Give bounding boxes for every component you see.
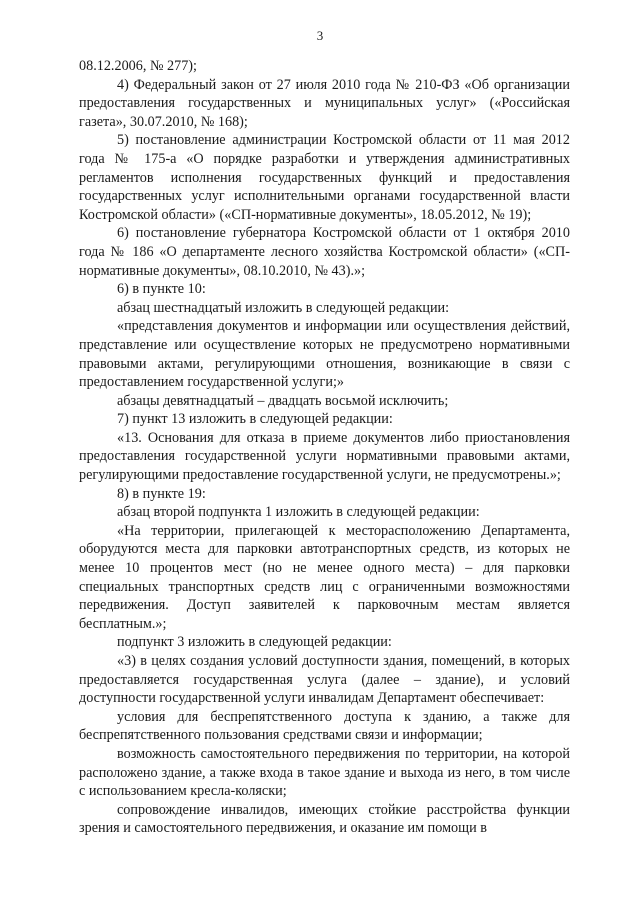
paragraph-sixteenth-abzac: абзац шестнадцатый изложить в следующей редакции: — [117, 299, 450, 316]
paragraph-amend-point-19: 8) в пункте 19: — [117, 485, 206, 502]
paragraph-second-abzac: абзац второй подпункта 1 изложить в следующей редакции: — [117, 504, 480, 521]
paragraph-quote-documents: «представления документов и информации или осуществления действий, представление или осуществление которых не предусмотрено нормативными правовыми актами, регулирующими отношения, возникающие в связи с предоставлением государственной услуги;» — [79, 318, 570, 391]
paragraph-item-5-resolution: 5) постановление администрации Костромской области от 11 мая 2012 года № 175-а «О порядке разработки и утверждения административных регламентов исполнения государственных функций и предоставления государственных услуг исполнительными органами государственной власти Костромской области» («СП-нормативные документы», 18.05.2012, № 19); — [79, 132, 570, 223]
paragraph-continuation: 08.12.2006, № 277); — [79, 58, 197, 74]
paragraph-access-conditions: условия для беспрепятственного доступа к зданию, а также для беспрепятственного пользования средствами связи и информации; — [79, 708, 570, 744]
paragraph-quote-parking: «На территории, прилегающей к месторасположению Департамента, оборудуются места для парковки автотранспортных средств, из которых не менее 10 процентов мест (но не менее одного места) – для парковки специальных транспортных средств лиц с ограниченными возможностями передвижения. Доступ заявителей к парковочным местам является бесплатным.»; — [79, 522, 570, 632]
paragraph-item-6-governor-resolution: 6) постановление губернатора Костромской области от 1 октября 2010 года № 186 «О департаменте лесного хозяйства Костромской области» («СП-нормативные документы», 08.10.2010, № 43).»; — [79, 225, 570, 279]
paragraph-amend-point-10: 6) в пункте 10: — [117, 281, 206, 298]
paragraph-escort-disabled: сопровождение инвалидов, имеющих стойкие расстройства функции зрения и самостоятельного передвижения, и оказание им помощи в — [79, 801, 570, 837]
paragraph-quote-accessibility: «3) в целях создания условий доступности здания, помещений, в которых предоставляется государственная услуга (далее – здание), и условий доступности государственной услуги инвалидам Департамент обеспечивает: — [79, 653, 570, 707]
document-body — [79, 57, 570, 838]
paragraph-amend-point-13: 7) пункт 13 изложить в следующей редакции: — [117, 411, 393, 428]
paragraph-movement-possibility: возможность самостоятельного передвижения по территории, на которой расположено здание, а также входа в такое здание и выхода из него, в том числе с использованием кресла-коляски; — [79, 745, 570, 800]
paragraph-item-4-federal-law: 4) Федеральный закон от 27 июля 2010 года № 210-ФЗ «Об организации предоставления государственных и муниципальных услуг» («Российская газета», 30.07.2010, № 168); — [79, 76, 570, 130]
paragraph-exclude-abzacs: абзацы девятнадцатый – двадцать восьмой исключить; — [117, 392, 449, 409]
page-number: 3 — [316, 28, 324, 43]
paragraph-subpoint-3: подпункт 3 изложить в следующей редакции: — [117, 634, 392, 651]
paragraph-quote-point-13: «13. Основания для отказа в приеме документов либо приостановления предоставления государственной услуги нормативными правовыми актами, регулирующими предоставление государственной услуги, не предусмотрены.»; — [79, 429, 570, 484]
